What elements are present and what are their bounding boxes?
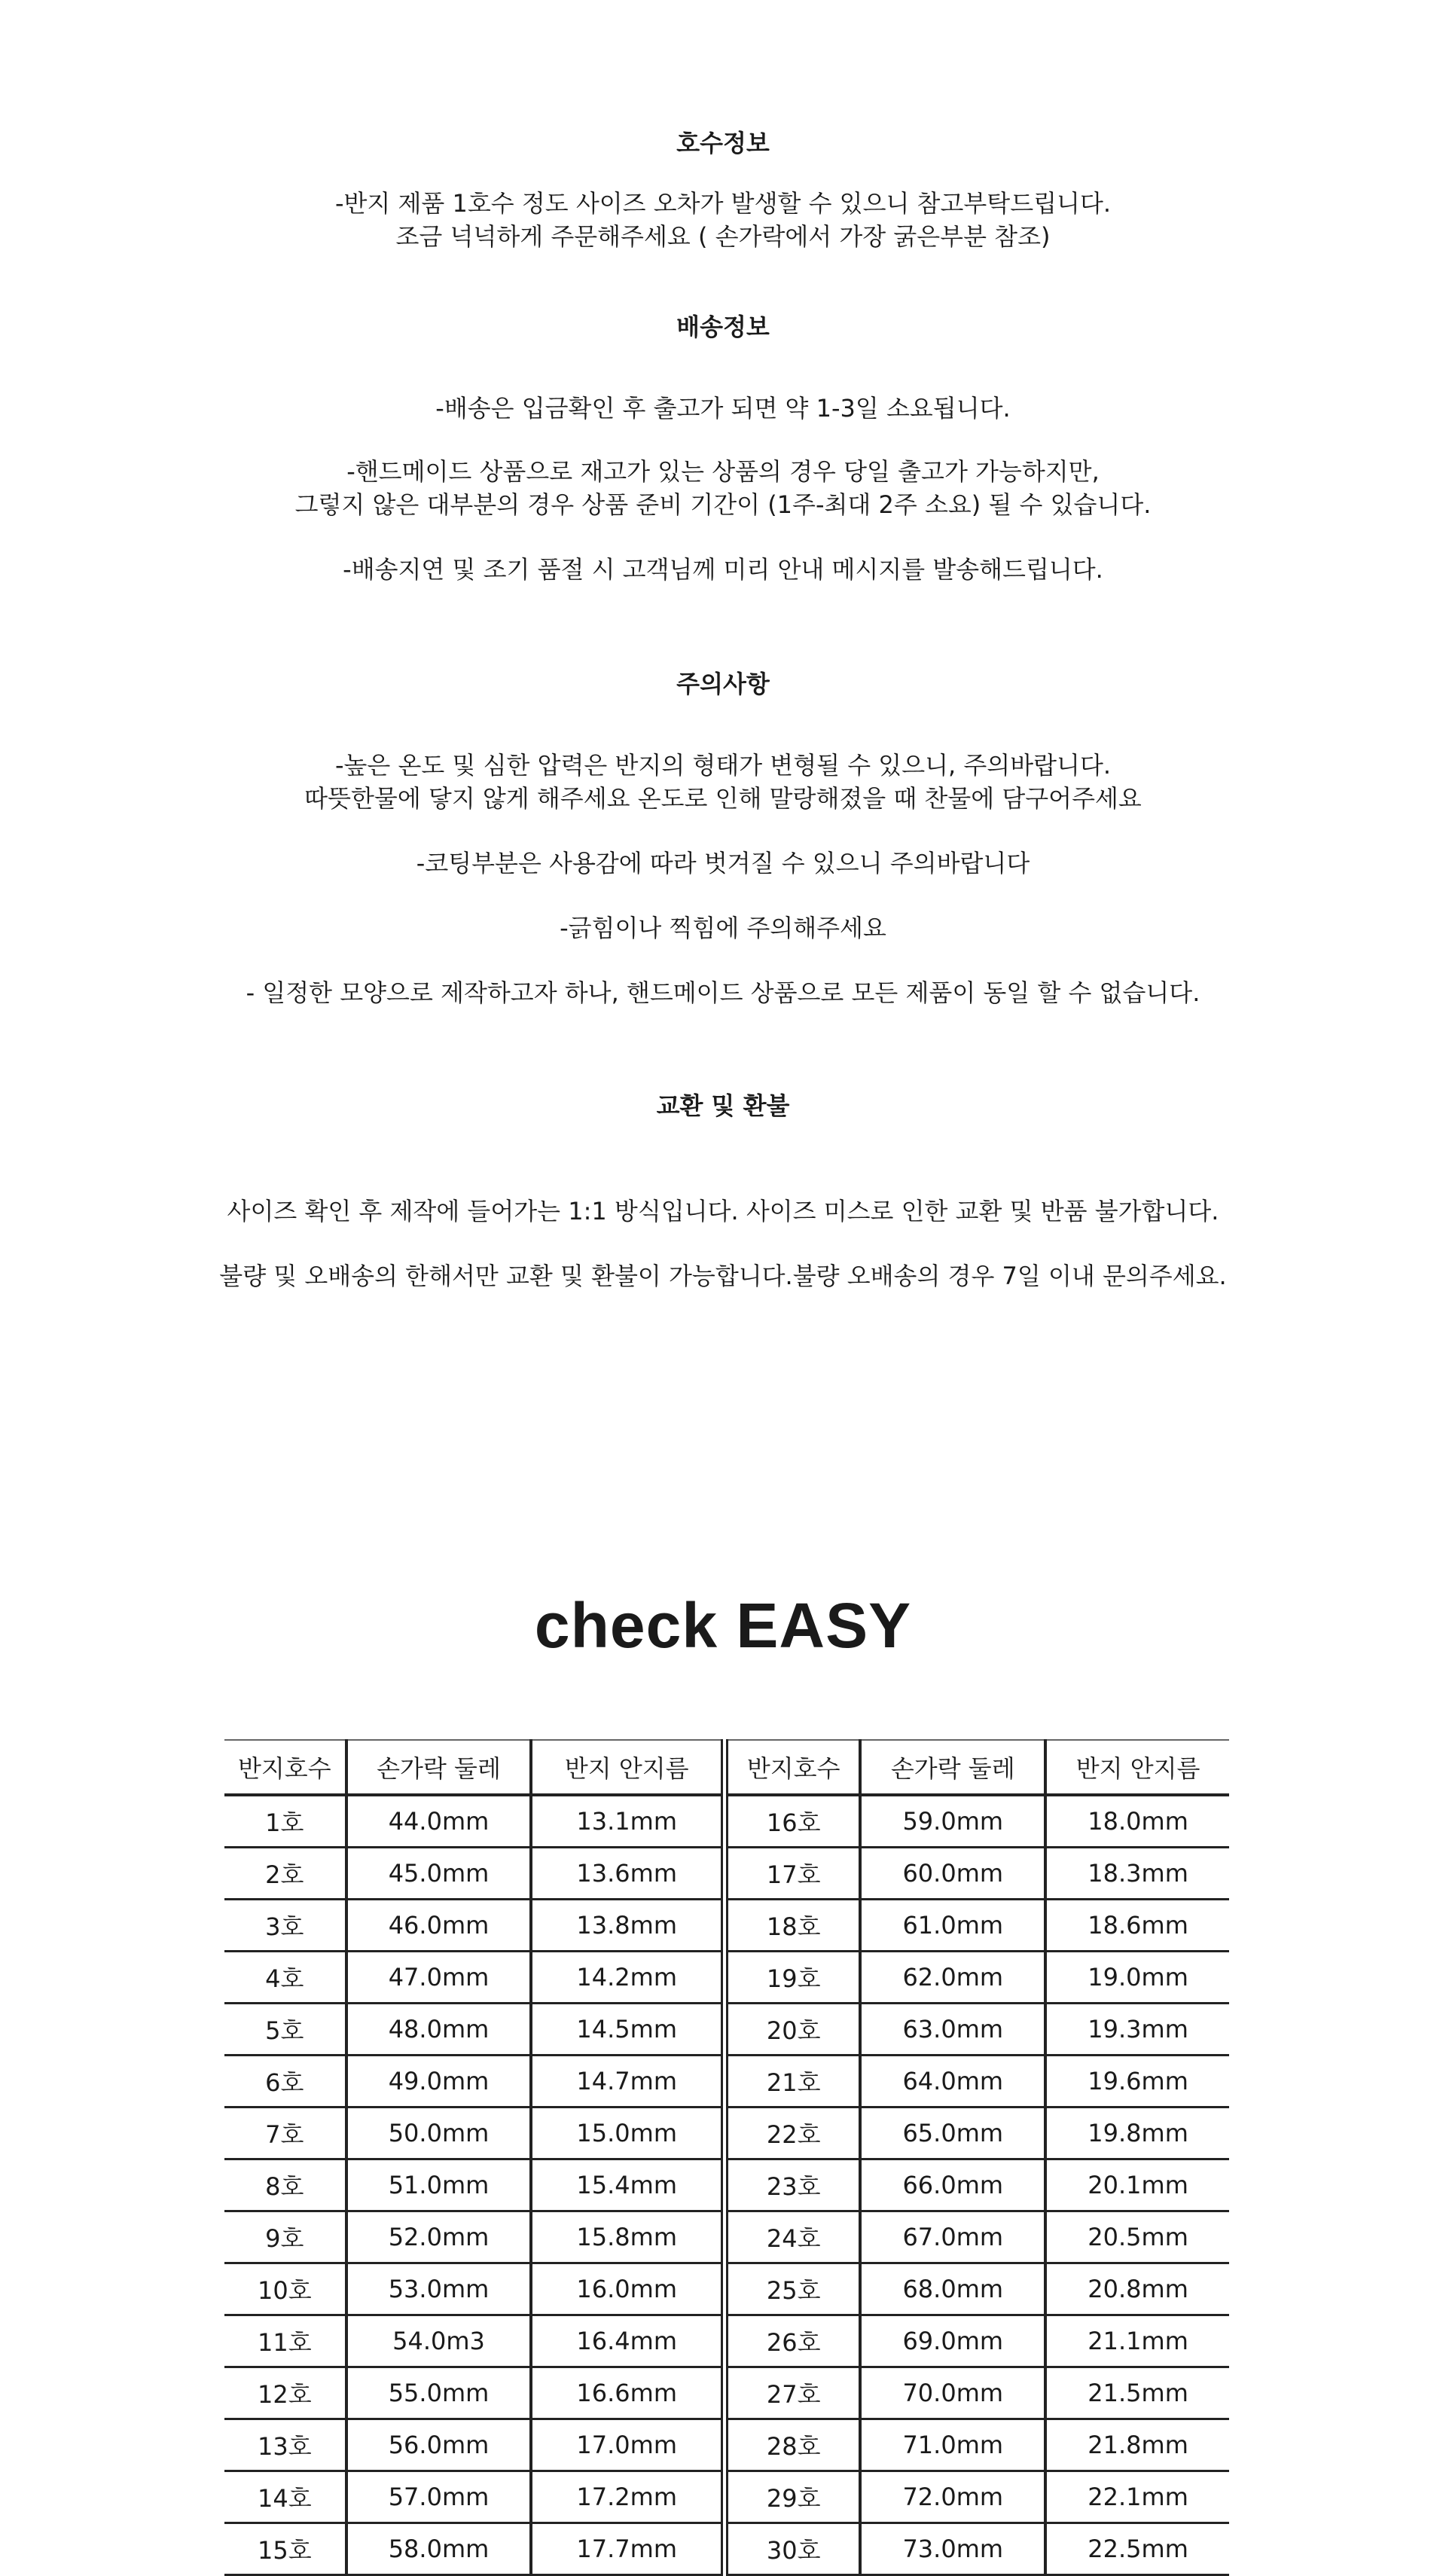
cell-finger-circumference: 58.0mm <box>346 2523 532 2575</box>
cell-finger-circumference: 50.0mm <box>346 2107 532 2159</box>
cell-ring-size: 22호 <box>725 2107 860 2159</box>
cell-finger-circumference: 47.0mm <box>346 1952 532 2004</box>
cell-finger-circumference: 69.0mm <box>860 2315 1045 2367</box>
cell-ring-size: 7호 <box>224 2107 346 2159</box>
cell-inner-diameter: 18.0mm <box>1045 1795 1229 1848</box>
cell-inner-diameter: 20.5mm <box>1045 2211 1229 2263</box>
cell-finger-circumference: 67.0mm <box>860 2211 1045 2263</box>
cell-ring-size: 11호 <box>224 2315 346 2367</box>
cell-finger-circumference: 54.0m3 <box>346 2315 532 2367</box>
cell-finger-circumference: 61.0mm <box>860 1900 1045 1952</box>
cell-ring-size: 8호 <box>224 2159 346 2211</box>
size-info-line: -반지 제품 1호수 정도 사이즈 오차가 발생할 수 있으니 참고부탁드립니다. <box>334 189 1112 218</box>
header-inner-diameter: 반지 안지름 <box>1045 1740 1229 1795</box>
table-row <box>224 1848 1229 1900</box>
cell-inner-diameter: 17.0mm <box>531 2419 725 2471</box>
cell-ring-size: 27호 <box>725 2367 860 2419</box>
cell-inner-diameter: 13.8mm <box>531 1900 725 1952</box>
table-row <box>224 1900 1229 1952</box>
cell-ring-size: 17호 <box>725 1848 860 1900</box>
table-row <box>224 2211 1229 2263</box>
exchange-para2: 불량 및 오배송의 한해서만 교환 및 환불이 가능합니다.불량 오배송의 경우 7일 이내 문의주세요. <box>219 1262 1227 1290</box>
table-row <box>224 1795 1229 1848</box>
cell-ring-size: 10호 <box>224 2263 346 2315</box>
table-header-row <box>224 1740 1229 1795</box>
cell-finger-circumference: 63.0mm <box>860 2004 1045 2056</box>
cell-inner-diameter: 13.1mm <box>531 1795 725 1848</box>
cell-finger-circumference: 56.0mm <box>346 2419 532 2471</box>
cell-ring-size: 19호 <box>725 1952 860 2004</box>
header-ring-size: 반지호수 <box>224 1740 346 1795</box>
table-row <box>224 2367 1229 2419</box>
cell-ring-size: 6호 <box>224 2056 346 2107</box>
cell-ring-size: 30호 <box>725 2523 860 2575</box>
cell-ring-size: 4호 <box>224 1952 346 2004</box>
shipping-info-para2 <box>0 455 1446 521</box>
header-ring-size: 반지호수 <box>725 1740 860 1795</box>
exchange-para1: 사이즈 확인 후 제작에 들어가는 1:1 방식입니다. 사이즈 미스로 인한 교환 및 반품 불가합니다. <box>227 1197 1219 1225</box>
cell-finger-circumference: 45.0mm <box>346 1848 532 1900</box>
shipping-info-line: 그렇지 않은 대부분의 경우 상품 준비 기간이 (1주-최대 2주 소요) 될 수 있습니다. <box>294 490 1152 519</box>
cell-inner-diameter: 17.2mm <box>531 2471 725 2523</box>
exchange-title: 교환 및 환불 <box>656 1091 790 1120</box>
table-row <box>224 2056 1229 2107</box>
cell-ring-size: 23호 <box>725 2159 860 2211</box>
cell-inner-diameter: 18.3mm <box>1045 1848 1229 1900</box>
cell-finger-circumference: 44.0mm <box>346 1795 532 1848</box>
cell-finger-circumference: 60.0mm <box>860 1848 1045 1900</box>
cell-finger-circumference: 66.0mm <box>860 2159 1045 2211</box>
cell-inner-diameter: 16.4mm <box>531 2315 725 2367</box>
size-info-line: 조금 넉넉하게 주문해주세요 ( 손가락에서 가장 굵은부분 참조) <box>395 222 1051 251</box>
cell-inner-diameter: 19.8mm <box>1045 2107 1229 2159</box>
cell-ring-size: 24호 <box>725 2211 860 2263</box>
cell-finger-circumference: 65.0mm <box>860 2107 1045 2159</box>
cell-inner-diameter: 19.3mm <box>1045 2004 1229 2056</box>
cell-finger-circumference: 68.0mm <box>860 2263 1045 2315</box>
cautions-para2: -코팅부분은 사용감에 따라 벗겨질 수 있으니 주의바랍니다 <box>416 849 1030 877</box>
cell-finger-circumference: 57.0mm <box>346 2471 532 2523</box>
cell-inner-diameter: 20.8mm <box>1045 2263 1229 2315</box>
cell-ring-size: 14호 <box>224 2471 346 2523</box>
size-info-title: 호수정보 <box>676 129 770 157</box>
table-row <box>224 2107 1229 2159</box>
cautions-line: -높은 온도 및 심한 압력은 반지의 형태가 변형될 수 있으니, 주의바랍니다. <box>334 751 1112 780</box>
header-inner-diameter: 반지 안지름 <box>531 1740 725 1795</box>
table-row <box>224 2523 1229 2575</box>
cell-finger-circumference: 55.0mm <box>346 2367 532 2419</box>
cautions-line: 따뜻한물에 닿지 않게 해주세요 온도로 인해 말랑해졌을 때 찬물에 담구어주세요 <box>304 784 1142 813</box>
table-row <box>224 2004 1229 2056</box>
cell-ring-size: 5호 <box>224 2004 346 2056</box>
cell-finger-circumference: 72.0mm <box>860 2471 1045 2523</box>
cautions-para4: - 일정한 모양으로 제작하고자 하나, 핸드메이드 상품으로 모든 제품이 동일 할 수 없습니다. <box>246 978 1200 1007</box>
table-row <box>224 2159 1229 2211</box>
table-row <box>224 1952 1229 2004</box>
table-row <box>224 2315 1229 2367</box>
cell-ring-size: 18호 <box>725 1900 860 1952</box>
header-finger-circumference: 손가락 둘레 <box>860 1740 1045 1795</box>
cell-inner-diameter: 13.6mm <box>531 1848 725 1900</box>
table-row <box>224 2471 1229 2523</box>
cell-inner-diameter: 22.1mm <box>1045 2471 1229 2523</box>
cell-inner-diameter: 16.6mm <box>531 2367 725 2419</box>
cell-ring-size: 13호 <box>224 2419 346 2471</box>
shipping-info-para3: -배송지연 및 조기 품절 시 고객님께 미리 안내 메시지를 발송해드립니다. <box>343 555 1103 584</box>
cell-ring-size: 25호 <box>725 2263 860 2315</box>
cautions-para3: -긁힘이나 찍힘에 주의해주세요 <box>560 914 886 942</box>
cell-finger-circumference: 73.0mm <box>860 2523 1045 2575</box>
cell-inner-diameter: 18.6mm <box>1045 1900 1229 1952</box>
cell-inner-diameter: 15.0mm <box>531 2107 725 2159</box>
cell-inner-diameter: 22.5mm <box>1045 2523 1229 2575</box>
cell-ring-size: 28호 <box>725 2419 860 2471</box>
cell-inner-diameter: 15.4mm <box>531 2159 725 2211</box>
cell-inner-diameter: 15.8mm <box>531 2211 725 2263</box>
cell-ring-size: 16호 <box>725 1795 860 1848</box>
shipping-info-para1: -배송은 입금확인 후 출고가 되면 약 1-3일 소요됩니다. <box>435 394 1011 423</box>
cell-inner-diameter: 20.1mm <box>1045 2159 1229 2211</box>
cell-inner-diameter: 14.5mm <box>531 2004 725 2056</box>
cell-ring-size: 26호 <box>725 2315 860 2367</box>
cell-inner-diameter: 21.1mm <box>1045 2315 1229 2367</box>
cell-inner-diameter: 19.6mm <box>1045 2056 1229 2107</box>
cell-ring-size: 9호 <box>224 2211 346 2263</box>
cell-finger-circumference: 59.0mm <box>860 1795 1045 1848</box>
cell-finger-circumference: 62.0mm <box>860 1952 1045 2004</box>
cell-finger-circumference: 48.0mm <box>346 2004 532 2056</box>
cell-inner-diameter: 14.2mm <box>531 1952 725 2004</box>
cell-inner-diameter: 21.5mm <box>1045 2367 1229 2419</box>
size-info-text <box>0 187 1446 253</box>
cell-inner-diameter: 16.0mm <box>531 2263 725 2315</box>
cell-finger-circumference: 49.0mm <box>346 2056 532 2107</box>
cell-ring-size: 29호 <box>725 2471 860 2523</box>
cell-inner-diameter: 17.7mm <box>531 2523 725 2575</box>
cell-ring-size: 3호 <box>224 1900 346 1952</box>
cautions-para1 <box>0 749 1446 815</box>
cell-inner-diameter: 14.7mm <box>531 2056 725 2107</box>
shipping-info-line: -핸드메이드 상품으로 재고가 있는 상품의 경우 당일 출고가 가능하지만, <box>346 457 1100 486</box>
cell-finger-circumference: 51.0mm <box>346 2159 532 2211</box>
cell-finger-circumference: 46.0mm <box>346 1900 532 1952</box>
cell-finger-circumference: 70.0mm <box>860 2367 1045 2419</box>
cell-ring-size: 2호 <box>224 1848 346 1900</box>
table-row <box>224 2419 1229 2471</box>
cell-finger-circumference: 52.0mm <box>346 2211 532 2263</box>
cell-ring-size: 21호 <box>725 2056 860 2107</box>
cautions-title: 주의사항 <box>676 670 770 698</box>
size-chart-title: check EASY <box>534 1590 912 1661</box>
cell-ring-size: 15호 <box>224 2523 346 2575</box>
cell-ring-size: 12호 <box>224 2367 346 2419</box>
table-row <box>224 2263 1229 2315</box>
header-finger-circumference: 손가락 둘레 <box>346 1740 532 1795</box>
cell-inner-diameter: 19.0mm <box>1045 1952 1229 2004</box>
shipping-info-title: 배송정보 <box>676 313 770 341</box>
cell-ring-size: 1호 <box>224 1795 346 1848</box>
cell-inner-diameter: 21.8mm <box>1045 2419 1229 2471</box>
ring-size-table <box>224 1739 1229 2576</box>
cell-ring-size: 20호 <box>725 2004 860 2056</box>
cell-finger-circumference: 71.0mm <box>860 2419 1045 2471</box>
cell-finger-circumference: 64.0mm <box>860 2056 1045 2107</box>
cell-finger-circumference: 53.0mm <box>346 2263 532 2315</box>
